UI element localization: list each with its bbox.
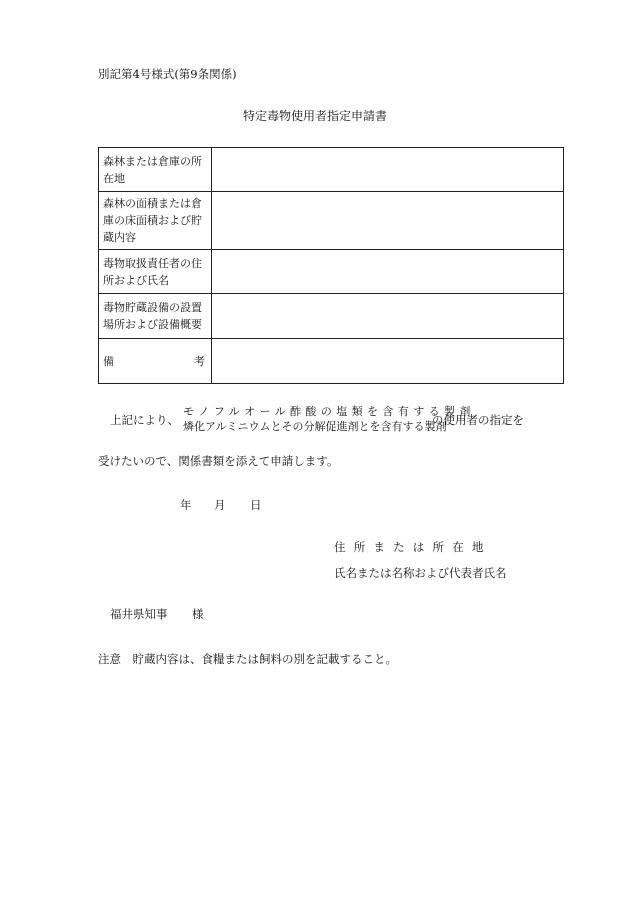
label-line: 毒物取扱責任者の住 <box>103 256 202 270</box>
field-forest-location[interactable] <box>212 148 564 192</box>
remarks-char: 備 <box>103 354 114 368</box>
table-row <box>99 250 564 294</box>
statement-choice-b: 燐化アルミニウムとその分解促進剤とを含有する製剤 <box>183 420 447 433</box>
applicant-name-label: 氏名または名称および代表者氏名 <box>334 566 507 580</box>
statement-choice-a: モノフルオール酢酸の塩類を含有する製剤 <box>183 405 475 418</box>
label-remarks <box>99 339 212 384</box>
date-day-label: 日 <box>250 498 262 512</box>
label-line: 森林または倉庫の所 <box>103 154 202 168</box>
label-line: 蔵内容 <box>103 231 136 244</box>
label-line: 毒物貯蔵設備の設置 <box>103 301 202 314</box>
table-row <box>99 192 564 250</box>
document-title: 特定毒物使用者指定申請書 <box>242 109 387 123</box>
statement-continuation: 受けたいので、関係書類を添えて申請します。 <box>98 454 339 468</box>
field-storage-facility[interactable] <box>212 294 564 339</box>
table-row <box>99 339 564 384</box>
field-manager[interactable] <box>212 250 564 294</box>
label-line: 在地 <box>103 171 125 185</box>
label-line: 森林の面積または倉 <box>103 197 202 210</box>
date-year-label: 年 <box>180 498 192 512</box>
label-forest-location <box>99 148 212 192</box>
label-line: 場所および設備概要 <box>103 318 202 331</box>
date-month-label: 月 <box>214 498 226 512</box>
table-row <box>99 294 564 339</box>
addressee-name: 福井県知事 <box>110 607 168 621</box>
addressee-honorific: 様 <box>192 607 204 621</box>
statement-prefix: 上記により、 <box>110 413 179 427</box>
remarks-char: 考 <box>194 354 205 368</box>
footnote: 注意 貯蔵内容は、食糧または飼料の別を記載すること。 <box>98 652 397 666</box>
label-line: 庫の床面積および貯 <box>103 214 202 227</box>
applicant-address-label: 住所または所在地 <box>334 540 492 554</box>
label-line: 所および氏名 <box>103 273 169 287</box>
label-storage-facility <box>99 294 212 339</box>
label-manager <box>99 250 212 294</box>
statement-suffix: の使用者の指定を <box>432 413 524 427</box>
table-row <box>99 148 564 192</box>
field-area-storage[interactable] <box>212 192 564 250</box>
label-area-storage <box>99 192 212 250</box>
form-number: 別記第4号様式(第9条関係) <box>98 67 237 81</box>
field-remarks[interactable] <box>212 339 564 384</box>
application-table <box>98 147 564 384</box>
